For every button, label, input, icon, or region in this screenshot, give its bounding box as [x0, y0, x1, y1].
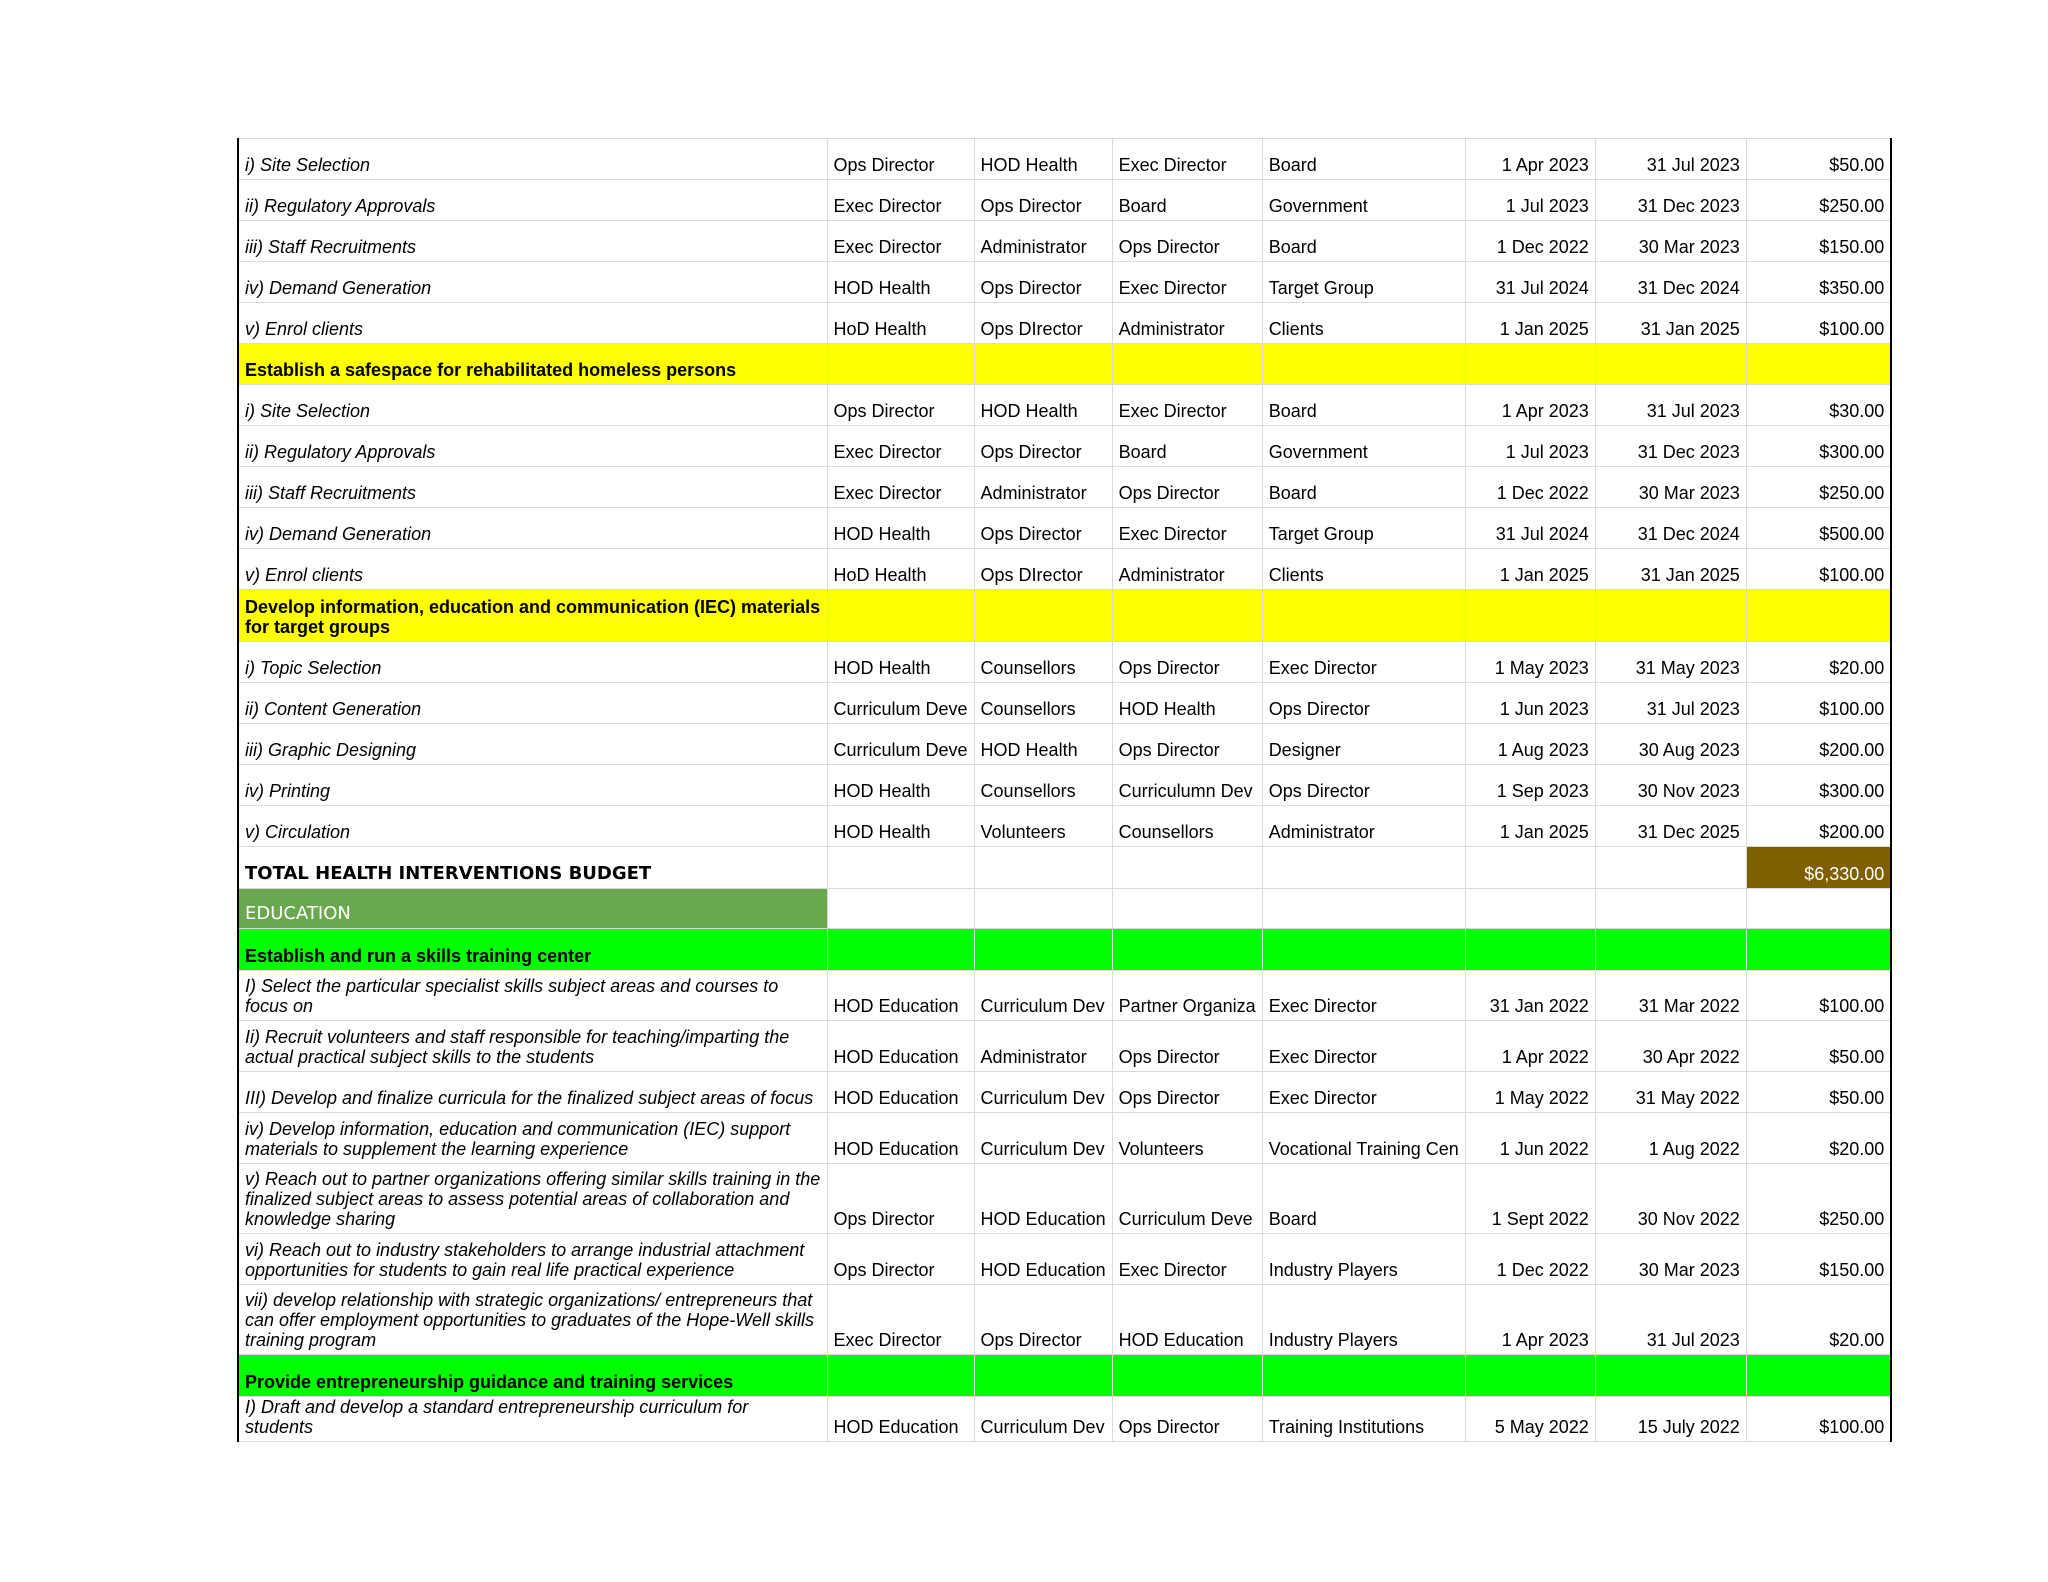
task-cell[interactable]: iv) Develop information, education and communication (IEC) support materials to supplement the learning experience	[238, 1113, 827, 1164]
responsible-cell[interactable]: HOD Health	[827, 765, 974, 806]
task-cell[interactable]: iii) Staff Recruitments	[238, 467, 827, 508]
end-date-cell[interactable]: 31 Dec 2023	[1595, 426, 1746, 467]
budget-sheet	[237, 138, 1892, 1442]
table-row	[238, 1285, 1891, 1355]
support-cell[interactable]: HOD Education	[974, 1164, 1112, 1234]
support-cell[interactable]: Curriculum Dev	[974, 1397, 1112, 1442]
responsible-cell[interactable]: Exec Director	[827, 467, 974, 508]
accountable-cell[interactable]: Curriculum Deve	[1112, 1164, 1262, 1234]
task-cell[interactable]: iv) Demand Generation	[238, 262, 827, 303]
support-cell[interactable]: Volunteers	[974, 806, 1112, 847]
informed-cell[interactable]	[1262, 889, 1465, 929]
informed-cell[interactable]: Vocational Training Cen	[1262, 1113, 1465, 1164]
responsible-cell[interactable]: HOD Education	[827, 1021, 974, 1072]
group-header-row	[238, 1355, 1891, 1397]
amount-cell[interactable]: $50.00	[1746, 1072, 1891, 1113]
accountable-cell[interactable]: Ops Director	[1112, 1021, 1262, 1072]
amount-cell[interactable]: $100.00	[1746, 303, 1891, 344]
start-date-cell[interactable]: 1 May 2023	[1465, 642, 1595, 683]
responsible-cell[interactable]: HOD Education	[827, 1397, 974, 1442]
responsible-cell[interactable]	[827, 929, 974, 971]
amount-cell[interactable]: $200.00	[1746, 806, 1891, 847]
task-cell[interactable]: TOTAL HEALTH INTERVENTIONS BUDGET	[238, 847, 827, 889]
amount-cell[interactable]: $100.00	[1746, 1397, 1891, 1442]
table-row	[238, 385, 1891, 426]
table-row	[238, 1234, 1891, 1285]
amount-cell[interactable]: $250.00	[1746, 180, 1891, 221]
informed-cell[interactable]: Exec Director	[1262, 971, 1465, 1021]
responsible-cell[interactable]: Exec Director	[827, 1285, 974, 1355]
end-date-cell[interactable]: 15 July 2022	[1595, 1397, 1746, 1442]
informed-cell[interactable]: Board	[1262, 385, 1465, 426]
support-cell[interactable]: Curriculum Dev	[974, 1113, 1112, 1164]
support-cell[interactable]: Ops DIrector	[974, 303, 1112, 344]
support-cell[interactable]: Administrator	[974, 221, 1112, 262]
task-cell[interactable]: v) Enrol clients	[238, 549, 827, 590]
responsible-cell[interactable]: Exec Director	[827, 180, 974, 221]
end-date-cell[interactable]: 1 Aug 2022	[1595, 1113, 1746, 1164]
accountable-cell[interactable]: Ops Director	[1112, 221, 1262, 262]
task-cell[interactable]: v) Circulation	[238, 806, 827, 847]
informed-cell[interactable]: Exec Director	[1262, 1021, 1465, 1072]
accountable-cell[interactable]: Volunteers	[1112, 1113, 1262, 1164]
informed-cell[interactable]: Board	[1262, 467, 1465, 508]
accountable-cell[interactable]	[1112, 344, 1262, 385]
start-date-cell[interactable]: 1 Jun 2022	[1465, 1113, 1595, 1164]
accountable-cell[interactable]: Curriculumn Dev	[1112, 765, 1262, 806]
amount-cell[interactable]	[1746, 344, 1891, 385]
end-date-cell[interactable]	[1595, 344, 1746, 385]
support-cell[interactable]: Counsellors	[974, 765, 1112, 806]
start-date-cell[interactable]: 5 May 2022	[1465, 1397, 1595, 1442]
responsible-cell[interactable]: HOD Health	[827, 642, 974, 683]
support-cell[interactable]	[974, 1355, 1112, 1397]
responsible-cell[interactable]: HOD Education	[827, 971, 974, 1021]
start-date-cell[interactable]	[1465, 847, 1595, 889]
responsible-cell[interactable]: HOD Health	[827, 262, 974, 303]
accountable-cell[interactable]: Administrator	[1112, 303, 1262, 344]
amount-cell[interactable]: $250.00	[1746, 1164, 1891, 1234]
informed-cell[interactable]: Exec Director	[1262, 1072, 1465, 1113]
amount-cell[interactable]: $100.00	[1746, 683, 1891, 724]
end-date-cell[interactable]: 30 Mar 2023	[1595, 221, 1746, 262]
table-row	[238, 1113, 1891, 1164]
responsible-cell[interactable]	[827, 847, 974, 889]
responsible-cell[interactable]	[827, 889, 974, 929]
table-row	[238, 642, 1891, 683]
support-cell[interactable]: Ops Director	[974, 426, 1112, 467]
support-cell[interactable]: HOD Health	[974, 139, 1112, 180]
amount-cell[interactable]: $200.00	[1746, 724, 1891, 765]
accountable-cell[interactable]: HOD Health	[1112, 683, 1262, 724]
table-row	[238, 180, 1891, 221]
informed-cell[interactable]: Government	[1262, 426, 1465, 467]
amount-cell[interactable]: $250.00	[1746, 467, 1891, 508]
amount-cell[interactable]: $100.00	[1746, 971, 1891, 1021]
end-date-cell[interactable]: 31 Jan 2025	[1595, 549, 1746, 590]
table-row	[238, 1397, 1891, 1442]
accountable-cell[interactable]: Ops Director	[1112, 467, 1262, 508]
task-cell[interactable]: Establish a safespace for rehabilitated homeless persons	[238, 344, 827, 385]
start-date-cell[interactable]: 1 Apr 2022	[1465, 1021, 1595, 1072]
end-date-cell[interactable]: 31 May 2022	[1595, 1072, 1746, 1113]
end-date-cell[interactable]: 31 Jul 2023	[1595, 385, 1746, 426]
end-date-cell[interactable]: 31 Dec 2024	[1595, 508, 1746, 549]
group-header-row	[238, 590, 1891, 642]
responsible-cell[interactable]	[827, 590, 974, 642]
support-cell[interactable]	[974, 590, 1112, 642]
amount-cell[interactable]: $300.00	[1746, 426, 1891, 467]
responsible-cell[interactable]: Ops Director	[827, 385, 974, 426]
end-date-cell[interactable]	[1595, 889, 1746, 929]
amount-cell[interactable]	[1746, 889, 1891, 929]
responsible-cell[interactable]: HoD Health	[827, 303, 974, 344]
task-cell[interactable]: Provide entrepreneurship guidance and training services	[238, 1355, 827, 1397]
support-cell[interactable]	[974, 889, 1112, 929]
support-cell[interactable]: Ops Director	[974, 1285, 1112, 1355]
informed-cell[interactable]: Clients	[1262, 303, 1465, 344]
task-cell[interactable]: Ii) Recruit volunteers and staff responsible for teaching/imparting the actual practical subject skills to the students	[238, 1021, 827, 1072]
responsible-cell[interactable]: Curriculum Deve	[827, 683, 974, 724]
task-cell[interactable]: ii) Regulatory Approvals	[238, 180, 827, 221]
start-date-cell[interactable]: 1 Sep 2023	[1465, 765, 1595, 806]
support-cell[interactable]: HOD Education	[974, 1234, 1112, 1285]
support-cell[interactable]: Ops Director	[974, 508, 1112, 549]
informed-cell[interactable]	[1262, 1355, 1465, 1397]
informed-cell[interactable]: Ops Director	[1262, 683, 1465, 724]
task-cell[interactable]: EDUCATION	[238, 889, 827, 929]
amount-cell[interactable]: $500.00	[1746, 508, 1891, 549]
total-row	[238, 847, 1891, 889]
support-cell[interactable]: Ops DIrector	[974, 549, 1112, 590]
support-cell[interactable]: Curriculum Dev	[974, 971, 1112, 1021]
end-date-cell[interactable]	[1595, 929, 1746, 971]
amount-cell[interactable]: $350.00	[1746, 262, 1891, 303]
start-date-cell[interactable]: 1 Jun 2023	[1465, 683, 1595, 724]
amount-cell[interactable]: $20.00	[1746, 1113, 1891, 1164]
amount-cell[interactable]: $6,330.00	[1746, 847, 1891, 889]
informed-cell[interactable]: Exec Director	[1262, 642, 1465, 683]
task-cell[interactable]: ii) Content Generation	[238, 683, 827, 724]
task-cell[interactable]: I) Select the particular specialist skills subject areas and courses to focus on	[238, 971, 827, 1021]
responsible-cell[interactable]: HOD Health	[827, 806, 974, 847]
start-date-cell[interactable]	[1465, 889, 1595, 929]
end-date-cell[interactable]: 31 Dec 2024	[1595, 262, 1746, 303]
support-cell[interactable]	[974, 344, 1112, 385]
table-row	[238, 765, 1891, 806]
end-date-cell[interactable]: 30 Nov 2022	[1595, 1164, 1746, 1234]
end-date-cell[interactable]: 31 Mar 2022	[1595, 971, 1746, 1021]
accountable-cell[interactable]	[1112, 847, 1262, 889]
responsible-cell[interactable]	[827, 1355, 974, 1397]
accountable-cell[interactable]: Administrator	[1112, 549, 1262, 590]
responsible-cell[interactable]: HOD Education	[827, 1113, 974, 1164]
end-date-cell[interactable]	[1595, 1355, 1746, 1397]
support-cell[interactable]: Curriculum Dev	[974, 1072, 1112, 1113]
accountable-cell[interactable]: HOD Education	[1112, 1285, 1262, 1355]
support-cell[interactable]: Ops Director	[974, 180, 1112, 221]
responsible-cell[interactable]: Exec Director	[827, 221, 974, 262]
table-row	[238, 1164, 1891, 1234]
support-cell[interactable]: Counsellors	[974, 642, 1112, 683]
informed-cell[interactable]: Government	[1262, 180, 1465, 221]
informed-cell[interactable]: Training Institutions	[1262, 1397, 1465, 1442]
support-cell[interactable]: Ops Director	[974, 262, 1112, 303]
start-date-cell[interactable]: 1 Dec 2022	[1465, 221, 1595, 262]
amount-cell[interactable]	[1746, 590, 1891, 642]
table-row	[238, 806, 1891, 847]
table-row	[238, 549, 1891, 590]
accountable-cell[interactable]: Exec Director	[1112, 508, 1262, 549]
table-row	[238, 139, 1891, 180]
start-date-cell[interactable]: 1 Jul 2023	[1465, 180, 1595, 221]
accountable-cell[interactable]: Ops Director	[1112, 724, 1262, 765]
task-cell[interactable]: vii) develop relationship with strategic organizations/ entrepreneurs that can offer employment opportunities to graduates of the Hope-Well skills training program	[238, 1285, 827, 1355]
amount-cell[interactable]	[1746, 1355, 1891, 1397]
section-row	[238, 889, 1891, 929]
support-cell[interactable]: HOD Health	[974, 724, 1112, 765]
amount-cell[interactable]: $100.00	[1746, 549, 1891, 590]
end-date-cell[interactable]: 30 Mar 2023	[1595, 467, 1746, 508]
end-date-cell[interactable]: 31 Jul 2023	[1595, 683, 1746, 724]
informed-cell[interactable]: Ops Director	[1262, 765, 1465, 806]
responsible-cell[interactable]: Ops Director	[827, 139, 974, 180]
accountable-cell[interactable]: Ops Director	[1112, 1072, 1262, 1113]
start-date-cell[interactable]: 1 Jan 2025	[1465, 806, 1595, 847]
informed-cell[interactable]: Board	[1262, 1164, 1465, 1234]
start-date-cell[interactable]	[1465, 344, 1595, 385]
task-cell[interactable]: iv) Printing	[238, 765, 827, 806]
responsible-cell[interactable]: Exec Director	[827, 426, 974, 467]
start-date-cell[interactable]: 1 Sept 2022	[1465, 1164, 1595, 1234]
informed-cell[interactable]: Target Group	[1262, 508, 1465, 549]
responsible-cell[interactable]	[827, 344, 974, 385]
amount-cell[interactable]: $300.00	[1746, 765, 1891, 806]
start-date-cell[interactable]: 1 Jan 2025	[1465, 303, 1595, 344]
table-row	[238, 426, 1891, 467]
start-date-cell[interactable]: 1 Jul 2023	[1465, 426, 1595, 467]
task-cell[interactable]: Develop information, education and communication (IEC) materials for target groups	[238, 590, 827, 642]
task-cell[interactable]: I) Draft and develop a standard entrepreneurship curriculum for students	[238, 1397, 827, 1442]
end-date-cell[interactable]: 30 Aug 2023	[1595, 724, 1746, 765]
task-cell[interactable]: iii) Staff Recruitments	[238, 221, 827, 262]
informed-cell[interactable]	[1262, 590, 1465, 642]
responsible-cell[interactable]: Curriculum Deve	[827, 724, 974, 765]
task-cell[interactable]: ii) Regulatory Approvals	[238, 426, 827, 467]
support-cell[interactable]: HOD Health	[974, 385, 1112, 426]
accountable-cell[interactable]: Exec Director	[1112, 1234, 1262, 1285]
amount-cell[interactable]: $20.00	[1746, 642, 1891, 683]
table-row	[238, 1021, 1891, 1072]
task-cell[interactable]: i) Site Selection	[238, 139, 827, 180]
table-row	[238, 303, 1891, 344]
start-date-cell[interactable]: 1 Dec 2022	[1465, 467, 1595, 508]
accountable-cell[interactable]: Board	[1112, 426, 1262, 467]
task-cell[interactable]: i) Site Selection	[238, 385, 827, 426]
start-date-cell[interactable]: 1 May 2022	[1465, 1072, 1595, 1113]
end-date-cell[interactable]: 30 Mar 2023	[1595, 1234, 1746, 1285]
start-date-cell[interactable]: 1 Aug 2023	[1465, 724, 1595, 765]
end-date-cell[interactable]	[1595, 590, 1746, 642]
table-row	[238, 683, 1891, 724]
accountable-cell[interactable]: Board	[1112, 180, 1262, 221]
end-date-cell[interactable]: 31 Jul 2023	[1595, 1285, 1746, 1355]
amount-cell[interactable]: $20.00	[1746, 1285, 1891, 1355]
informed-cell[interactable]: Board	[1262, 221, 1465, 262]
task-cell[interactable]: v) Enrol clients	[238, 303, 827, 344]
end-date-cell[interactable]: 30 Apr 2022	[1595, 1021, 1746, 1072]
amount-cell[interactable]: $50.00	[1746, 139, 1891, 180]
informed-cell[interactable]: Industry Players	[1262, 1234, 1465, 1285]
accountable-cell[interactable]: Exec Director	[1112, 385, 1262, 426]
table-row	[238, 1072, 1891, 1113]
informed-cell[interactable]	[1262, 929, 1465, 971]
start-date-cell[interactable]: 1 Apr 2023	[1465, 1285, 1595, 1355]
responsible-cell[interactable]: HoD Health	[827, 549, 974, 590]
support-cell[interactable]	[974, 929, 1112, 971]
informed-cell[interactable]: Board	[1262, 139, 1465, 180]
table-row	[238, 971, 1891, 1021]
accountable-cell[interactable]: Exec Director	[1112, 139, 1262, 180]
informed-cell[interactable]: Clients	[1262, 549, 1465, 590]
informed-cell[interactable]	[1262, 847, 1465, 889]
start-date-cell[interactable]: 31 Jul 2024	[1465, 508, 1595, 549]
table-row	[238, 262, 1891, 303]
table-row	[238, 724, 1891, 765]
accountable-cell[interactable]: Exec Director	[1112, 262, 1262, 303]
responsible-cell[interactable]: HOD Education	[827, 1072, 974, 1113]
end-date-cell[interactable]: 31 Jul 2023	[1595, 139, 1746, 180]
task-cell[interactable]: Establish and run a skills training center	[238, 929, 827, 971]
accountable-cell[interactable]	[1112, 929, 1262, 971]
group-header-row	[238, 344, 1891, 385]
accountable-cell[interactable]: Partner Organiza	[1112, 971, 1262, 1021]
start-date-cell[interactable]: 1 Apr 2023	[1465, 139, 1595, 180]
informed-cell[interactable]: Designer	[1262, 724, 1465, 765]
amount-cell[interactable]: $30.00	[1746, 385, 1891, 426]
group-header-row	[238, 929, 1891, 971]
accountable-cell[interactable]: Ops Director	[1112, 642, 1262, 683]
support-cell[interactable]: Administrator	[974, 467, 1112, 508]
task-cell[interactable]: iii) Graphic Designing	[238, 724, 827, 765]
task-cell[interactable]: III) Develop and finalize curricula for the finalized subject areas of focus	[238, 1072, 827, 1113]
accountable-cell[interactable]: Counsellors	[1112, 806, 1262, 847]
start-date-cell[interactable]: 1 Apr 2023	[1465, 385, 1595, 426]
responsible-cell[interactable]: Ops Director	[827, 1164, 974, 1234]
responsible-cell[interactable]: Ops Director	[827, 1234, 974, 1285]
amount-cell[interactable]: $150.00	[1746, 1234, 1891, 1285]
end-date-cell[interactable]	[1595, 847, 1746, 889]
task-cell[interactable]: i) Topic Selection	[238, 642, 827, 683]
end-date-cell[interactable]: 31 Jan 2025	[1595, 303, 1746, 344]
start-date-cell[interactable]	[1465, 929, 1595, 971]
task-cell[interactable]: iv) Demand Generation	[238, 508, 827, 549]
table-row	[238, 508, 1891, 549]
amount-cell[interactable]: $150.00	[1746, 221, 1891, 262]
table-row	[238, 467, 1891, 508]
start-date-cell[interactable]: 1 Dec 2022	[1465, 1234, 1595, 1285]
end-date-cell[interactable]: 31 Dec 2023	[1595, 180, 1746, 221]
accountable-cell[interactable]	[1112, 1355, 1262, 1397]
table-row	[238, 221, 1891, 262]
informed-cell[interactable]: Industry Players	[1262, 1285, 1465, 1355]
accountable-cell[interactable]	[1112, 889, 1262, 929]
informed-cell[interactable]	[1262, 344, 1465, 385]
end-date-cell[interactable]: 31 May 2023	[1595, 642, 1746, 683]
support-cell[interactable]: Counsellors	[974, 683, 1112, 724]
start-date-cell[interactable]: 31 Jul 2024	[1465, 262, 1595, 303]
support-cell[interactable]: Administrator	[974, 1021, 1112, 1072]
start-date-cell[interactable]: 1 Jan 2025	[1465, 549, 1595, 590]
start-date-cell[interactable]: 31 Jan 2022	[1465, 971, 1595, 1021]
accountable-cell[interactable]	[1112, 590, 1262, 642]
support-cell[interactable]	[974, 847, 1112, 889]
start-date-cell[interactable]	[1465, 590, 1595, 642]
end-date-cell[interactable]: 30 Nov 2023	[1595, 765, 1746, 806]
task-cell[interactable]: v) Reach out to partner organizations offering similar skills training in the finalized subject areas to assess potential areas of collaboration and knowledge sharing	[238, 1164, 827, 1234]
informed-cell[interactable]: Administrator	[1262, 806, 1465, 847]
end-date-cell[interactable]: 31 Dec 2025	[1595, 806, 1746, 847]
responsible-cell[interactable]: HOD Health	[827, 508, 974, 549]
task-cell[interactable]: vi) Reach out to industry stakeholders to arrange industrial attachment opportunities for students to gain real life practical experience	[238, 1234, 827, 1285]
accountable-cell[interactable]: Ops Director	[1112, 1397, 1262, 1442]
amount-cell[interactable]: $50.00	[1746, 1021, 1891, 1072]
start-date-cell[interactable]	[1465, 1355, 1595, 1397]
amount-cell[interactable]	[1746, 929, 1891, 971]
informed-cell[interactable]: Target Group	[1262, 262, 1465, 303]
